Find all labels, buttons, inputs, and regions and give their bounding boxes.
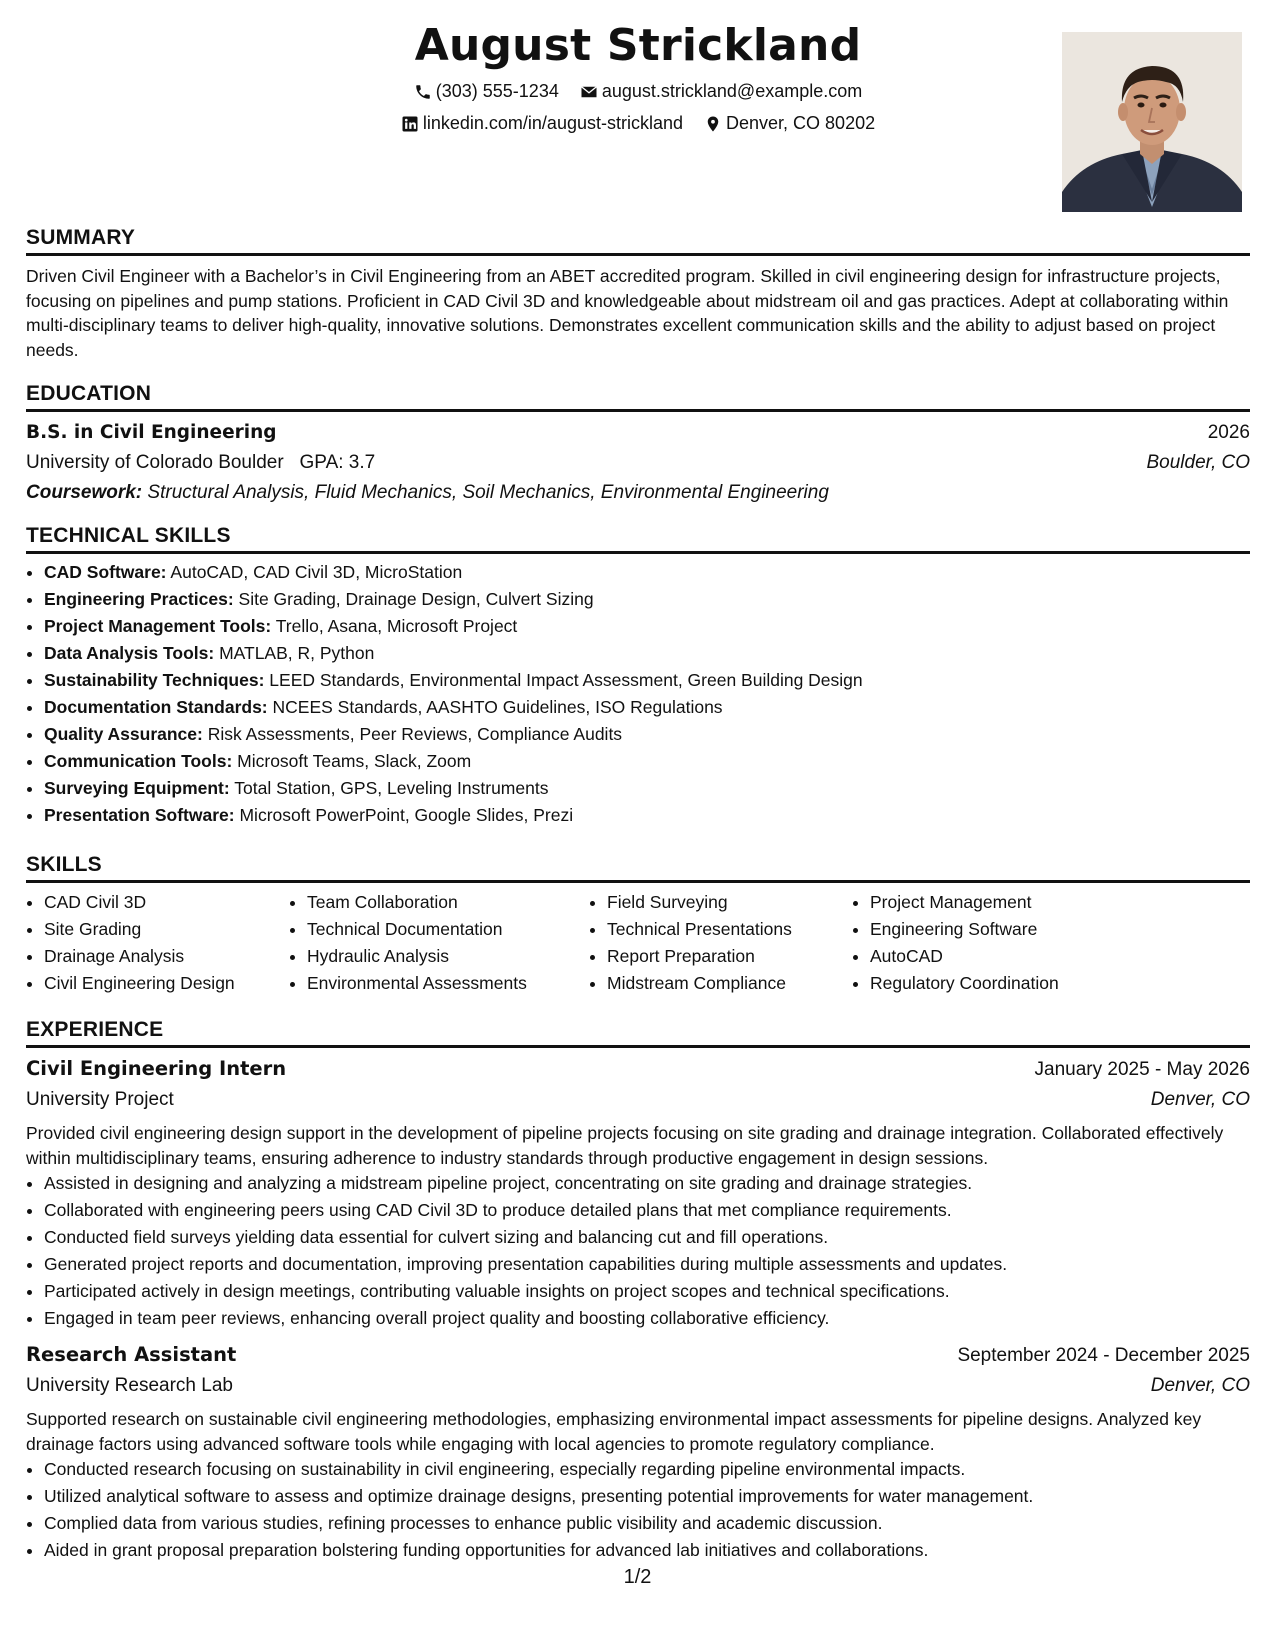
resume-page [26,0,1250,1560]
experience-heading: EXPERIENCE [26,1018,1250,1048]
skill-value: Microsoft PowerPoint, Google Slides, Prezi [239,805,574,825]
job-entry [26,1340,1250,1564]
resume-header [26,0,1250,215]
job-header-row [26,1054,1250,1085]
email-text: august.strickland@example.com [601,81,863,101]
skill-label: Presentation Software: [44,805,235,825]
skill-value: Site Grading, Drainage Design, Culvert Sizing [238,589,594,609]
skill-label: Sustainability Techniques: [44,670,265,690]
skill-label: Data Analysis Tools: [44,643,215,663]
skill-label: Surveying Equipment: [44,778,230,798]
skills-column-2 [289,889,589,997]
skill-value: LEED Standards, Environmental Impact Assessment, Green Building Design [269,670,863,690]
education-school-row [26,448,1250,478]
technical-skill-item [44,721,1250,748]
skill-label: Project Management Tools: [44,616,272,636]
skill-item: • Drainage Analysis [44,943,289,970]
skill-item: • Engineering Software [870,916,1150,943]
education-section [26,382,1250,508]
summary-section [26,226,1250,362]
technical-skills-list [26,559,1250,829]
skill-item: • Hydraulic Analysis [307,943,589,970]
gpa: GPA: 3.7 [299,452,376,473]
job-bullet: • Utilized analytical software to assess and optimize drainage designs, presenting potential improvements for water management. [44,1483,1250,1510]
skills-section [26,853,1250,997]
contact-location [704,113,875,134]
job-description: Provided civil engineering design support in the development of pipeline projects focusing on site grading and drainage integration. Collaborated effectively within multidisciplinary teams, ensuring adherence to industry standards through productive engagement in design sessions. [26,1123,1224,1168]
skill-item: • Environmental Assessments [307,970,589,997]
job-bullet: • Collaborated with engineering peers using CAD Civil 3D to produce detailed plans that met compliance requirements. [44,1197,1250,1224]
location-text: Denver, CO 80202 [726,113,876,133]
school-location: Boulder, CO [1146,452,1250,473]
technical-skill-item [44,613,1250,640]
skill-label: CAD Software: [44,562,167,582]
contact-phone[interactable] [414,81,559,102]
map-pin-icon [704,115,722,133]
technical-skill-item [44,586,1250,613]
skill-item: • Team Collaboration [307,889,589,916]
job-bullet: • Conducted field surveys yielding data essential for culvert sizing and balancing cut and fill operations. [44,1224,1250,1251]
job-bullet: • Assisted in designing and analyzing a midstream pipeline project, concentrating on site grading and drainage strategies. [44,1170,1250,1197]
skill-item: • Project Management [870,889,1150,916]
page-number: 1/2 [623,1566,652,1588]
graduation-year: 2026 [1207,422,1250,443]
education-degree-row [26,418,1250,448]
job-bullets [26,1170,1250,1332]
skill-item: • Civil Engineering Design [44,970,289,997]
job-bullet: • Engaged in team peer reviews, enhancing overall project quality and boosting collaborative efficiency. [44,1305,1250,1332]
envelope-icon [580,83,598,101]
education-heading: EDUCATION [26,382,1250,412]
phone-icon [414,83,432,101]
contact-email[interactable] [580,81,862,102]
skills-heading: SKILLS [26,853,1250,883]
skill-value: NCEES Standards, AASHTO Guidelines, ISO Regulations [272,697,723,717]
skill-item: • AutoCAD [870,943,1150,970]
job-entry [26,1054,1250,1332]
job-org-row [26,1085,1250,1115]
job-description: Supported research on sustainable civil engineering methodologies, emphasizing environmental impact assessments for pipeline designs. Analyzed key drainage factors using advanced software tools while engaging with local agencies to promote regulatory compliance. [26,1409,1202,1454]
phone-text: (303) 555-1234 [435,81,559,101]
profile-photo [1062,32,1242,212]
degree: B.S. in Civil Engineering [26,422,277,443]
skill-label: Communication Tools: [44,751,233,771]
skill-value: Total Station, GPS, Leveling Instruments [234,778,549,798]
job-title: Civil Engineering Intern [26,1057,287,1080]
skill-item: • Report Preparation [607,943,852,970]
technical-skills-section [26,524,1250,829]
job-dates: January 2025 - May 2026 [1034,1059,1250,1080]
job-bullet: • Conducted research focusing on sustainability in civil engineering, especially regarding pipeline environmental impacts. [44,1456,1250,1483]
job-bullet: • Participated actively in design meetings, contributing valuable insights on project scopes and technical specifications. [44,1278,1250,1305]
skill-value: Trello, Asana, Microsoft Project [275,616,518,636]
summary-text: Driven Civil Engineer with a Bachelor’s in Civil Engineering from an ABET accredited program. Skilled in civil engineering design for infrastructure projects, focusing on pipelines and pump stations. Proficient in CAD Civil 3D and knowledgeable about midstream oil and gas practices. Adept at collaborating within multi-disciplinary teams to deliver high-quality, innovative solutions. Demonstrates excellent communication skills and the ability to adjust based on project needs. [26,266,1229,360]
coursework-list: Structural Analysis, Fluid Mechanics, Soil Mechanics, Environmental Engineering [147,482,829,503]
skill-item: • Technical Documentation [307,916,589,943]
technical-skills-heading: TECHNICAL SKILLS [26,524,1250,554]
job-org: University Research Lab [26,1375,233,1396]
job-bullet: • Complied data from various studies, refining processes to enhance public visibility and academic discussion. [44,1510,1250,1537]
technical-skill-item [44,802,1250,829]
technical-skill-item [44,748,1250,775]
skills-column-3 [589,889,852,997]
job-title: Research Assistant [26,1343,237,1366]
skill-item: • Field Surveying [607,889,852,916]
technical-skill-item [44,667,1250,694]
job-bullets [26,1456,1250,1564]
linkedin-icon [401,115,419,133]
job-org: University Project [26,1089,174,1110]
job-dates: September 2024 - December 2025 [957,1345,1250,1366]
skill-item: • CAD Civil 3D [44,889,289,916]
job-location: Denver, CO [1150,1375,1250,1396]
technical-skill-item [44,559,1250,586]
skill-item: • Midstream Compliance [607,970,852,997]
skills-column-4 [852,889,1150,997]
technical-skill-item [44,775,1250,802]
job-location: Denver, CO [1150,1089,1250,1110]
coursework-label: Coursework: [26,482,143,503]
skill-item: • Technical Presentations [607,916,852,943]
linkedin-text: linkedin.com/in/august-strickland [422,113,683,133]
skill-value: MATLAB, R, Python [219,643,375,663]
skills-column-1 [26,889,289,997]
skill-item: • Site Grading [44,916,289,943]
school-line [26,448,375,478]
contact-linkedin[interactable] [401,113,683,134]
coursework-row [26,478,1250,508]
skill-label: Documentation Standards: [44,697,268,717]
technical-skill-item [44,640,1250,667]
job-bullet: • Aided in grant proposal preparation bolstering funding opportunities for advanced lab initiatives and collaborations. [44,1537,1250,1564]
skill-label: Quality Assurance: [44,724,203,744]
summary-heading: SUMMARY [26,226,1250,256]
skill-value: Risk Assessments, Peer Reviews, Compliance Audits [207,724,623,744]
job-bullet: • Generated project reports and documentation, improving presentation capabilities during multiple assessments and updates. [44,1251,1250,1278]
skill-label: Engineering Practices: [44,589,234,609]
school-name: University of Colorado Boulder [26,452,284,473]
technical-skill-item [44,694,1250,721]
job-org-row [26,1371,1250,1401]
skill-item: • Regulatory Coordination [870,970,1150,997]
skill-value: AutoCAD, CAD Civil 3D, MicroStation [170,562,463,582]
job-header-row [26,1340,1250,1371]
candidate-name: August Strickland [414,20,862,71]
experience-section [26,1018,1250,1564]
skills-grid [26,889,1250,997]
skill-value: Microsoft Teams, Slack, Zoom [237,751,472,771]
